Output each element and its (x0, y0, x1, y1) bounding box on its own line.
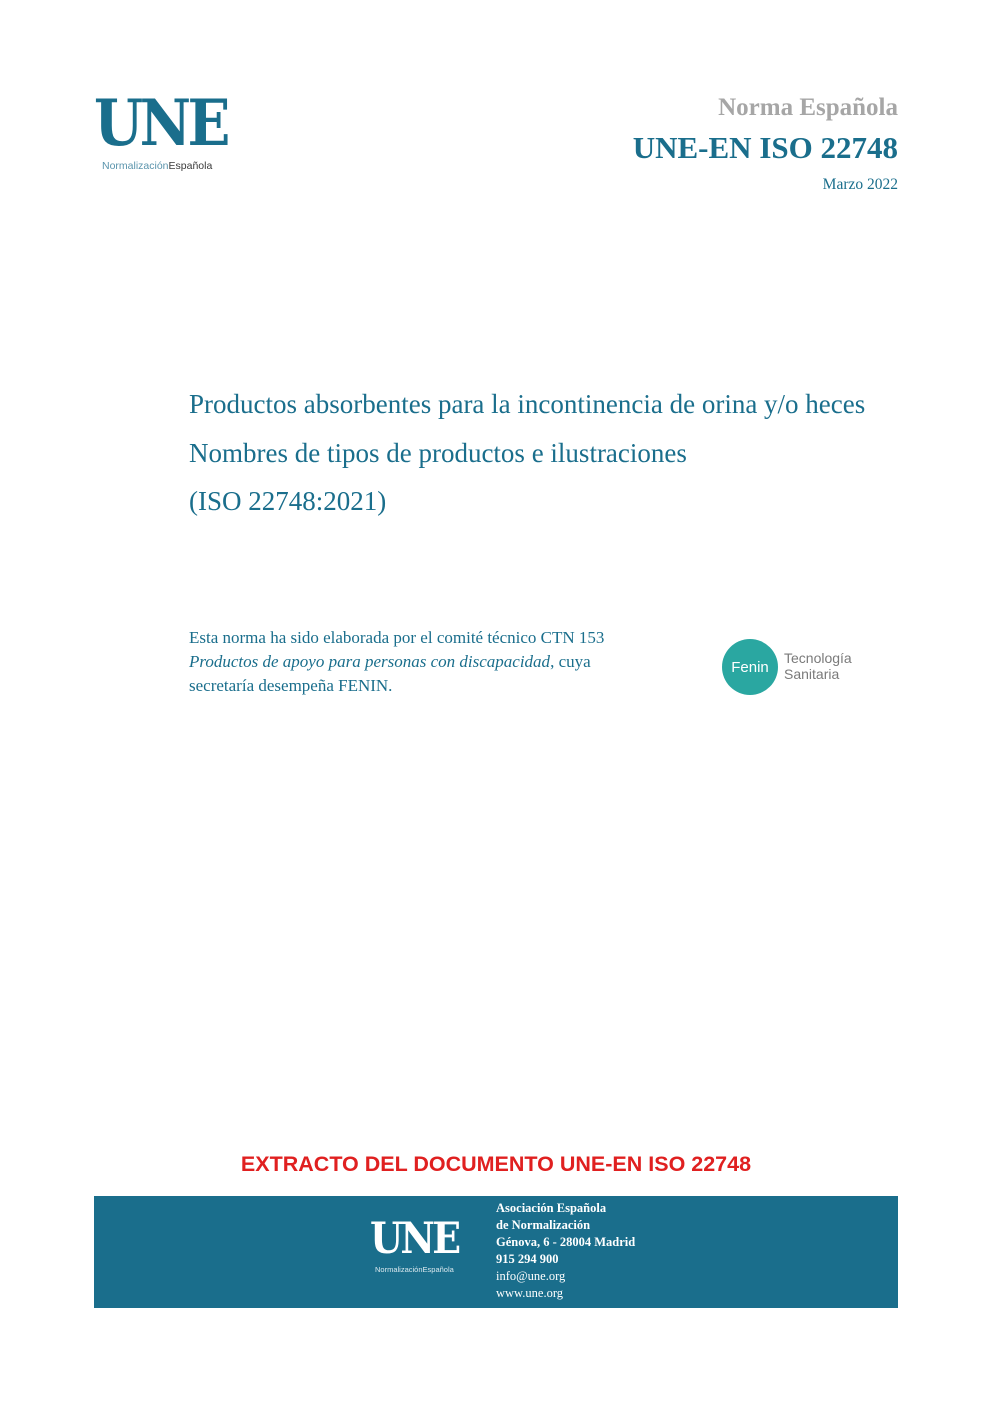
document-title-block (189, 387, 889, 519)
committee-prefix: Esta norma ha sido elaborada por el comité técnico CTN 153 (189, 628, 605, 647)
fenin-logo: Fenin (722, 639, 778, 695)
une-logo-mark: UNE (94, 86, 227, 161)
fenin-tagline-line2: Sanitaria (784, 666, 840, 682)
une-logo (94, 86, 254, 176)
standard-label: Norma Española (718, 94, 898, 121)
footer-email[interactable]: info@une.org (496, 1269, 566, 1283)
committee-name: Productos de apoyo para personas con discapacidad (189, 652, 551, 671)
publication-date: Marzo 2022 (822, 176, 898, 193)
footer-une-logo-subtitle: NormalizaciónEspañola (375, 1265, 454, 1274)
standard-code: UNE-EN ISO 22748 (632, 130, 898, 165)
fenin-tagline-line1: Tecnología (784, 650, 852, 666)
une-logo-subtitle: NormalizaciónEspañola (102, 160, 213, 172)
iso-reference: (ISO 22748:2021) (189, 486, 387, 516)
footer-org-line2: de Normalización (496, 1218, 591, 1232)
document-title: Productos absorbentes para la incontinencia de orina y/o heces (189, 389, 866, 419)
footer-une-logo (370, 1214, 480, 1278)
footer-band (94, 1196, 898, 1308)
footer-phone: 915 294 900 (496, 1252, 559, 1266)
footer-contact-info (496, 1200, 635, 1302)
footer-website[interactable]: www.une.org (496, 1286, 564, 1300)
footer-address: Génova, 6 - 28004 Madrid (496, 1235, 636, 1249)
committee-statement (189, 626, 659, 698)
footer-org-line1: Asociación Española (496, 1201, 607, 1215)
footer-une-logo-mark: UNE (370, 1214, 459, 1264)
committee-suffix: , cuya secretaría desempeña FENIN. (189, 652, 591, 695)
fenin-logo-text (784, 650, 852, 682)
document-subtitle: Nombres de tipos de productos e ilustraciones (189, 438, 687, 468)
extract-banner: EXTRACTO DEL DOCUMENTO UNE-EN ISO 22748 (240, 1152, 752, 1176)
